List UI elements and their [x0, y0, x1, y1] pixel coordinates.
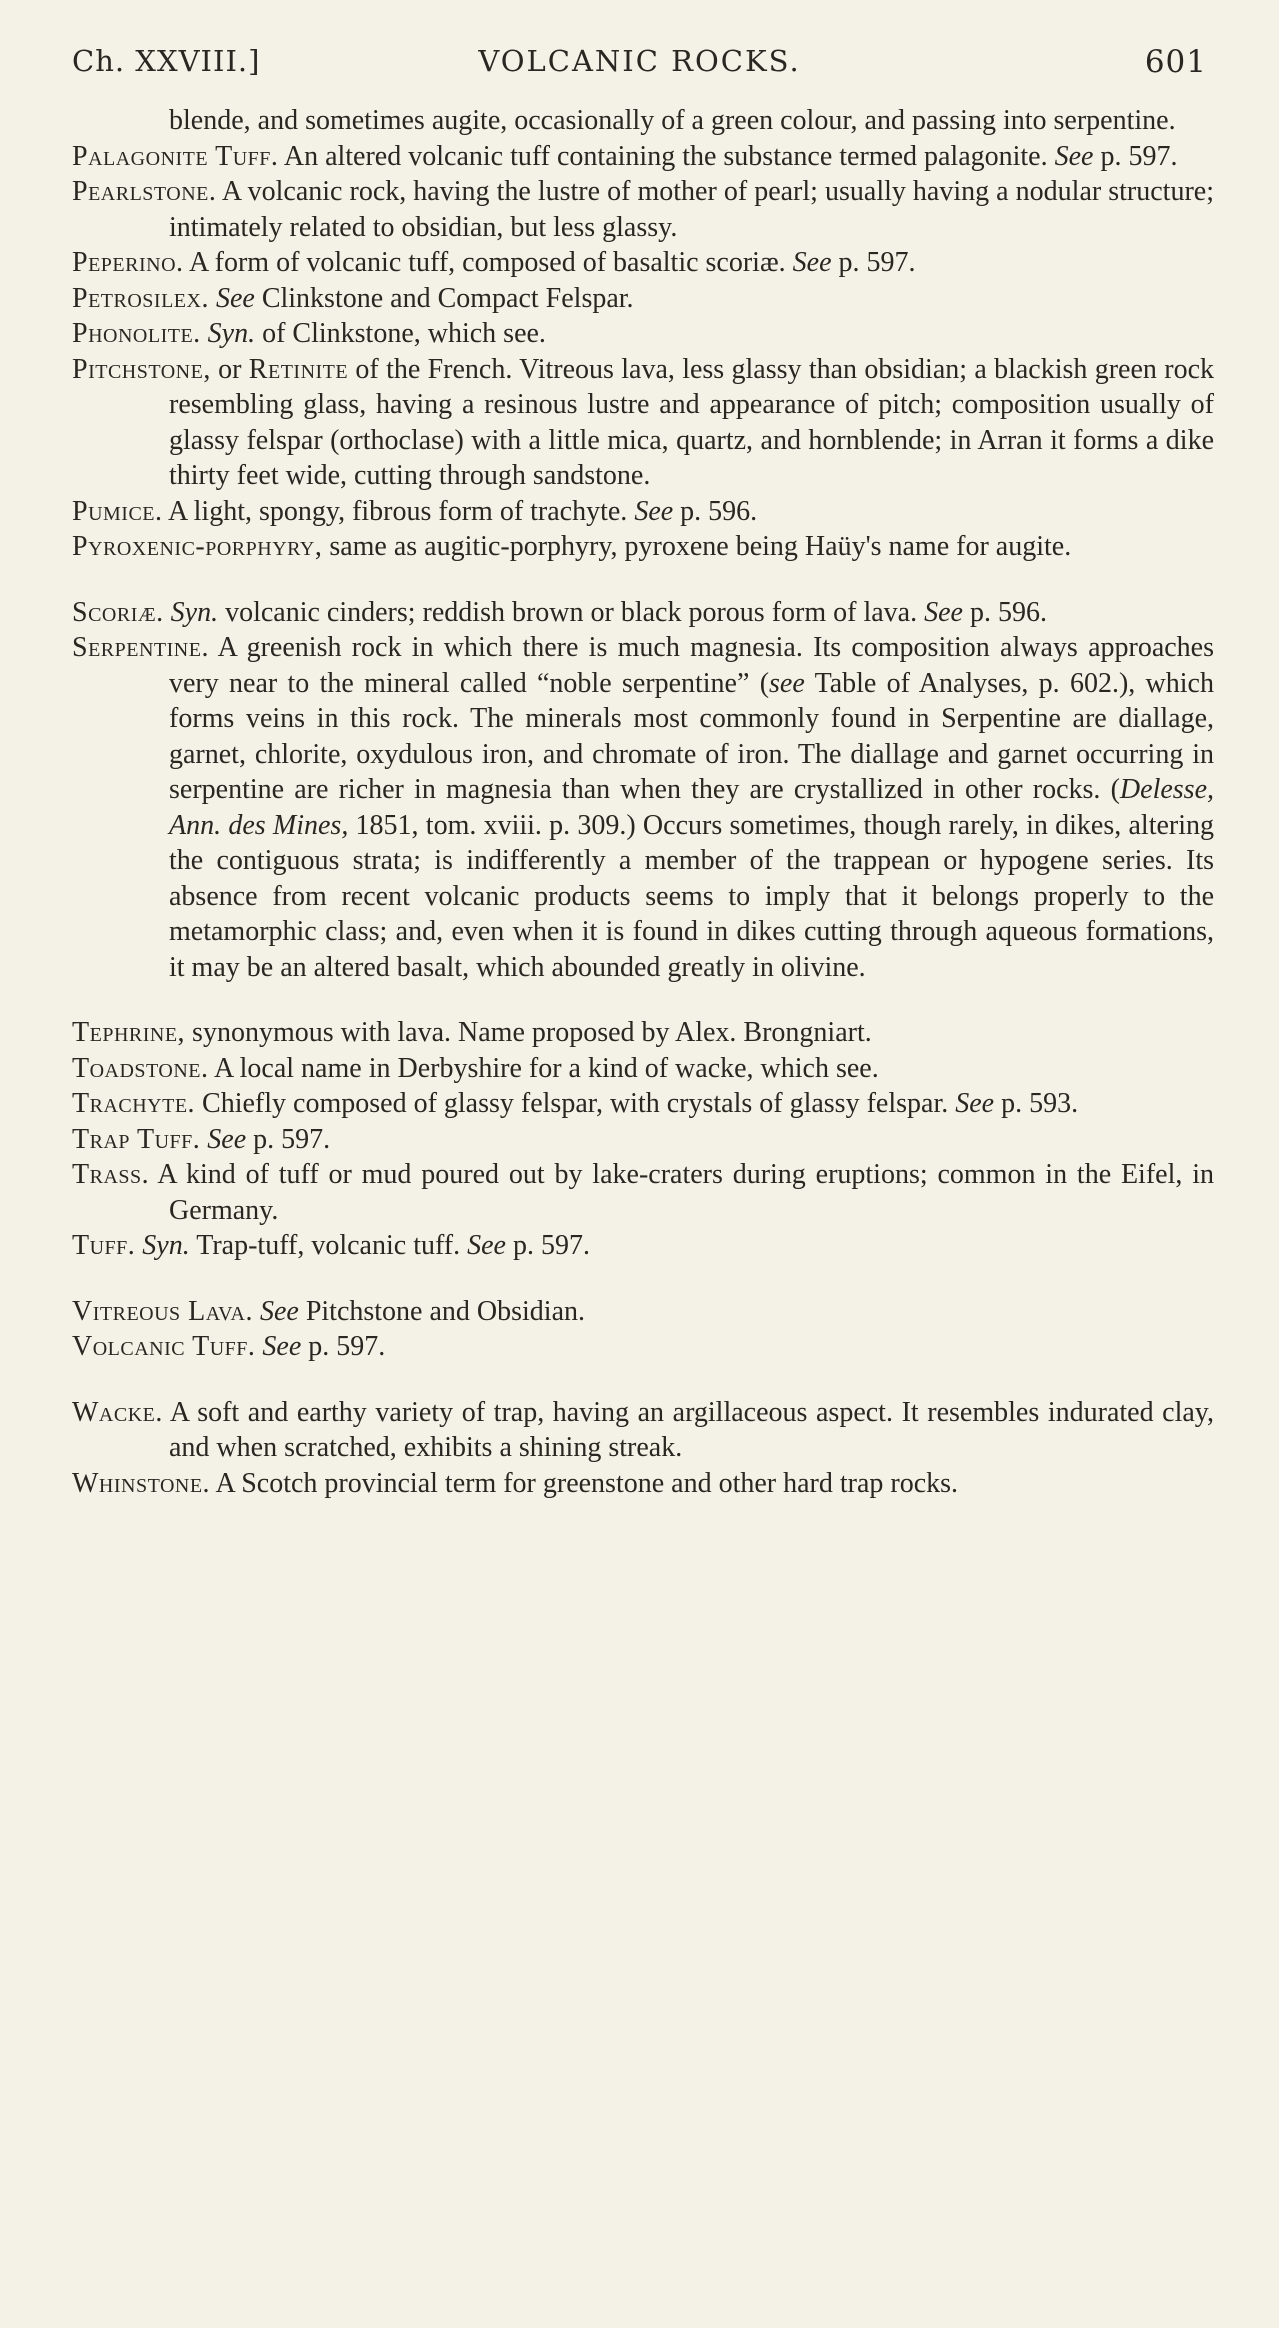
glossary-entry: [72, 494, 1214, 530]
entry-text: Table of Analyses, p. 602.), which forms veins in this rock. The minerals most commonly found in Serpentine are diallage, garnet, chlorite, oxydulous iron, and chromate of iron. The diallage and garnet occurring in serpentine are richer in magnesia than when they are crystallized in other rocks. (: [169, 667, 1214, 805]
glossary-body: [72, 103, 1214, 1501]
entry-term: Phonolite.: [72, 318, 201, 349]
glossary-entry: [72, 630, 1214, 985]
chapter-label: Ch. XXVIII.]: [72, 44, 261, 78]
entry-term: Toadstone.: [72, 1052, 209, 1084]
entry-text: p. 596.: [673, 495, 758, 527]
entry-text: or: [210, 353, 249, 385]
entry-term: Trachyte.: [72, 1088, 196, 1119]
entry-text: of the French. Vitreous lava, less glassy than obsidian; a blackish green rock resembling glass, having a resinous lustre and appearance of pitch; composition usually of glassy felspar (orthoclase) with a little mica, quartz, and hornblende; in Arran it forms a dike thirty feet wide, cutting through sandstone.: [169, 353, 1214, 491]
entry-term: Tephrine,: [72, 1017, 186, 1048]
glossary-entry: [72, 281, 1214, 317]
entry-text: p. 597.: [246, 1123, 331, 1155]
entry-text: A form of volcanic tuff, composed of basaltic scoriæ.: [183, 247, 793, 278]
glossary-entry: [72, 1157, 1214, 1228]
entry-text: Pitchstone and Obsidian.: [298, 1295, 586, 1327]
glossary-entry: [72, 529, 1214, 565]
entry-text: 1851, tom. xviii. p. 309.) Occurs sometimes, though rarely, in dikes, altering the contiguous strata; is indifferently a member of the trappean or hypogene series. Its absence from recent volcanic products seems to imply that it belongs properly to the metamorphic class; and, even when it is found in dikes cutting through aqueous formations, it may be an altered basalt, which abounded greatly in olivine.: [169, 809, 1215, 983]
entry-text: A kind of tuff or mud poured out by lake-craters during eruptions; common in the Eifel, in Germany.: [149, 1159, 1214, 1226]
entry-text: [253, 1296, 260, 1327]
glossary-entry: [72, 1228, 1214, 1264]
entry-text: A volcanic rock, having the lustre of mother of pearl; usually having a nodular structure; intimately related to obsidian, but less glassy.: [169, 176, 1214, 243]
entry-text: p. 593.: [994, 1088, 1079, 1119]
entry-term: Wacke.: [72, 1396, 163, 1428]
entry-term: Pitchstone,: [72, 353, 211, 385]
entry-reference: Syn.: [142, 1230, 190, 1261]
entry-reference: Delesse, Ann. des Mines,: [169, 774, 1214, 841]
entry-text: p. 597.: [301, 1331, 386, 1362]
glossary-entry: [72, 1086, 1214, 1122]
entry-reference: see: [769, 667, 805, 699]
entry-text: A Scotch provincial term for greenstone and other hard trap rocks.: [210, 1467, 959, 1499]
entry-text: A soft and earthy variety of trap, having an argillaceous aspect. It resembles indurated clay, and when scratched, exhibits a shining streak.: [162, 1396, 1214, 1463]
glossary-entry: [72, 316, 1214, 352]
entry-text: p. 597.: [1093, 140, 1178, 172]
entry-reference: See: [262, 1331, 302, 1362]
continuation-text: blende, and sometimes augite, occasionally of a green colour, and passing into serpentine.: [169, 105, 1176, 136]
glossary-entry: [72, 1395, 1214, 1466]
entry-reference: See: [924, 596, 963, 628]
entry-reference: See: [1054, 140, 1094, 172]
running-header: [72, 44, 1207, 84]
entry-reference: See: [215, 282, 255, 314]
entry-term: Serpentine.: [72, 632, 209, 663]
entry-text: Trap-tuff, volcanic tuff.: [189, 1230, 468, 1261]
entry-term: Trass.: [72, 1159, 150, 1190]
entry-reference: See: [467, 1230, 506, 1261]
entry-text: A light, spongy, fibrous form of trachyte.: [162, 495, 635, 527]
entry-reference: See: [955, 1088, 995, 1119]
entry-text: An altered volcanic tuff containing the substance termed palagonite.: [278, 140, 1055, 172]
entry-text: A local name in Derbyshire for a kind of wacke, which see.: [208, 1052, 879, 1084]
entry-text: [209, 283, 216, 314]
page-number: 601: [1144, 44, 1207, 80]
glossary-entry: [72, 352, 1214, 494]
entry-text: p. 597.: [831, 247, 916, 278]
entry-text: synonymous with lava. Name proposed by Alex. Brongniart.: [185, 1017, 872, 1048]
entry-reference: See: [792, 247, 832, 278]
glossary-entry: [72, 174, 1214, 245]
entry-term: Trap Tuff.: [72, 1123, 201, 1155]
glossary-entry: [72, 1122, 1214, 1158]
entry-text: [164, 597, 171, 628]
glossary-entry: [72, 1051, 1214, 1087]
entry-text: [201, 318, 208, 349]
entry-reference: See: [259, 1295, 299, 1327]
entry-reference: See: [207, 1123, 247, 1155]
entry-text: same as augitic-porphyry, pyroxene being Haüy's name for augite.: [322, 531, 1072, 562]
entry-text: of Clinkstone, which see.: [255, 318, 546, 349]
entry-text: volcanic cinders; reddish brown or black porous form of lava.: [218, 596, 925, 628]
entry-term: Peperino.: [72, 247, 184, 278]
entry-reference: See: [634, 495, 674, 527]
glossary-entry: [72, 1015, 1214, 1051]
glossary-entry: [72, 1294, 1214, 1330]
entry-text: A greenish rock in which there is much magnesia. Its composition always approaches very near to the mineral called “noble serpentine” (: [169, 632, 1214, 699]
entry-text: p. 596.: [962, 596, 1047, 628]
entry-text: Chiefly composed of glassy felspar, with crystals of glassy felspar.: [195, 1088, 956, 1119]
glossary-entry: [72, 245, 1214, 281]
entry-term: Petrosilex.: [72, 282, 209, 314]
glossary-entry: [72, 1466, 1214, 1502]
entry-term: Scoriæ.: [72, 596, 164, 628]
page-title: VOLCANIC ROCKS.: [478, 44, 801, 78]
glossary-entry: [72, 139, 1214, 175]
entry-text: Clinkstone and Compact Felspar.: [254, 282, 634, 314]
entry-term: Palagonite Tuff.: [72, 140, 279, 172]
entry-reference: Syn.: [170, 596, 219, 628]
entry-text: p. 597.: [505, 1230, 590, 1261]
glossary-entry: [72, 1329, 1214, 1365]
entry-term: Pyroxenic-porphyry,: [72, 531, 323, 562]
entry-term: Pearlstone.: [72, 176, 217, 207]
entry-reference: Syn.: [207, 318, 256, 349]
entry-term: Tuff.: [72, 1230, 136, 1261]
glossary-entry: [72, 595, 1214, 631]
entry-term: Retinite: [248, 353, 349, 385]
entry-term: Whinstone.: [72, 1467, 211, 1499]
entry-term: Vitreous Lava.: [72, 1295, 253, 1327]
entry-term: Pumice.: [72, 495, 163, 527]
entry-term: Volcanic Tuff.: [72, 1331, 256, 1362]
